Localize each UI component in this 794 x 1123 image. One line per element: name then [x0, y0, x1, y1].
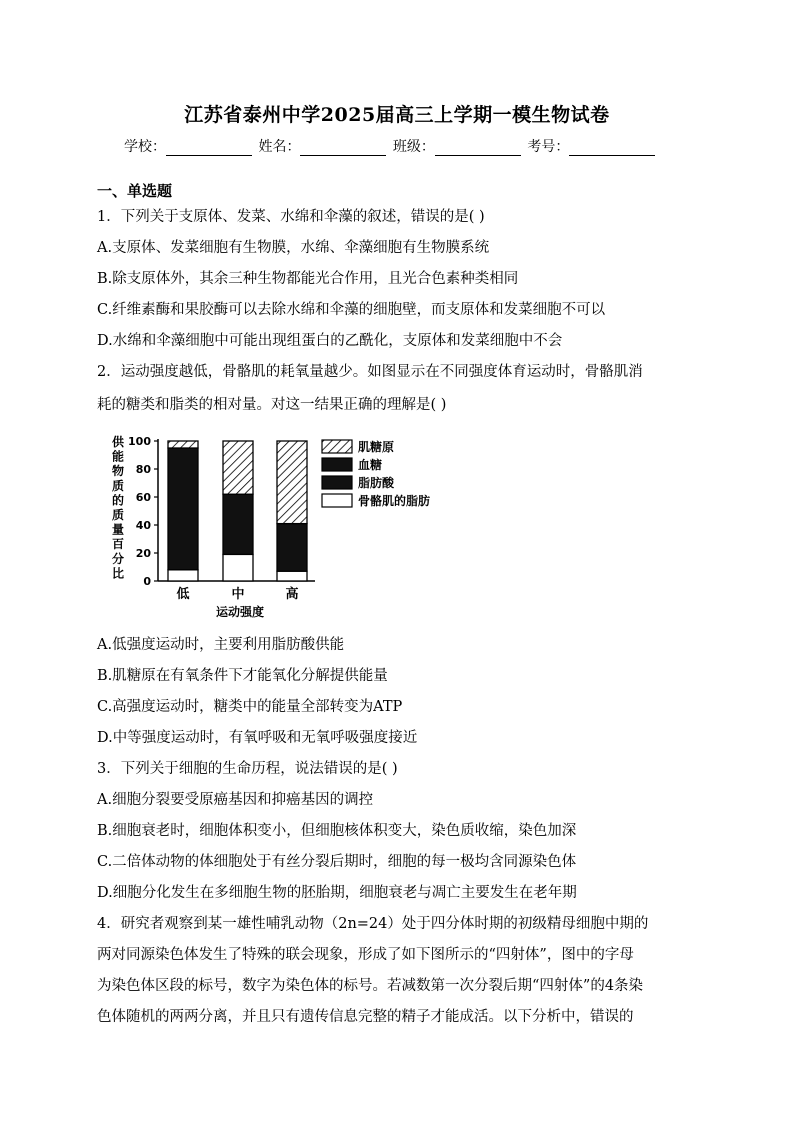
bar-segment: [277, 441, 307, 524]
bar-segment: [223, 441, 253, 494]
y-axis-label-char: 比: [111, 566, 125, 581]
question-1-option-b: B.除支原体外，其余三种生物都能光合作用，且光合色素种类相同: [97, 271, 519, 287]
y-axis-label-char: 百: [111, 537, 125, 552]
section-heading: 一、单选题: [97, 182, 173, 200]
legend-swatch: [322, 494, 352, 507]
legend-swatch: [322, 476, 352, 489]
question-2-option-d: D.中等强度运动时，有氧呼吸和无氧呼吸强度接近: [97, 730, 418, 746]
question-3-option-a: A.细胞分裂要受原癌基因和抑癌基因的调控: [97, 792, 374, 808]
y-axis-label-char: 量: [111, 522, 125, 537]
x-tick-label: 高: [285, 587, 299, 602]
question-3-option-c: C.二倍体动物的体细胞处于有丝分裂后期时，细胞的每一极均含同源染色体: [97, 854, 577, 870]
bar-segment: [223, 554, 253, 581]
bar-segment: [277, 524, 307, 572]
y-axis-label-char: 物: [111, 464, 125, 479]
bar-segment: [223, 494, 253, 554]
school-blank[interactable]: [166, 141, 252, 156]
y-tick-label: 40: [135, 519, 151, 532]
legend-swatch: [322, 440, 352, 453]
question-1-option-d: D.水绵和伞藻细胞中可能出现组蛋白的乙酰化，支原体和发菜细胞中不会: [97, 333, 563, 349]
y-axis-label-char: 质: [111, 478, 125, 493]
y-axis-label-char: 供: [111, 435, 125, 449]
x-tick-label: 低: [176, 587, 190, 602]
name-label: 姓名：: [258, 139, 301, 155]
bar-segment: [168, 448, 198, 570]
exam-number-label: 考号：: [527, 139, 570, 155]
question-2-option-a: A.低强度运动时，主要利用脂肪酸供能: [97, 637, 345, 653]
legend-label: 肌糖原: [358, 440, 395, 454]
question-4-stem-line-1: 4．研究者观察到某一雄性哺乳动物（2n=24）处于四分体时期的初级精母细胞中期的: [97, 916, 649, 932]
y-tick-label: 20: [135, 547, 151, 560]
question-2-stem-line-2: 耗的糖类和脂类的相对量。对这一结果正确的理解是( ): [97, 397, 447, 413]
y-axis-label-char: 分: [111, 551, 125, 566]
legend-label: 脂肪酸: [358, 476, 395, 490]
question-2-option-c: C.高强度运动时，糖类中的能量全部转变为ATP: [97, 699, 403, 715]
class-blank[interactable]: [435, 141, 521, 156]
student-info-line: [124, 136, 657, 156]
question-4-stem-line-3: 为染色体区段的标号，数字为染色体的标号。若减数第一次分裂后期“四射体”的4条染: [97, 978, 644, 994]
question-4-stem-line-4: 色体随机的两两分离，并且只有遗传信息完整的精子才能成活。以下分析中，错误的: [97, 1009, 634, 1025]
y-axis-label-char: 质: [111, 508, 125, 522]
question-4-stem-line-2: 两对同源染色体发生了特殊的联会现象，形成了如下图所示的“四射体”，图中的字母: [97, 947, 634, 963]
question-3-option-d: D.细胞分化发生在多细胞生物的胚胎期，细胞衰老与凋亡主要发生在老年期: [97, 885, 577, 901]
bar-segment: [168, 441, 198, 448]
legend-label: 血糖: [358, 458, 383, 472]
name-blank[interactable]: [300, 141, 386, 156]
exam-number-blank[interactable]: [569, 141, 655, 156]
question-3-stem: 3．下列关于细胞的生命历程，说法错误的是( ): [97, 761, 398, 777]
y-axis-label-char: 的: [111, 493, 125, 508]
y-tick-label: 80: [135, 463, 151, 476]
y-axis-label-char: 能: [111, 449, 125, 464]
y-tick-label: 60: [135, 491, 151, 504]
bar-segment: [277, 571, 307, 581]
school-label: 学校：: [124, 139, 166, 155]
exam-title: 江苏省泰州中学2025届高三上学期一模生物试卷: [184, 104, 610, 126]
y-tick-label: 0: [143, 575, 151, 588]
question-2-stem-line-1: 2．运动强度越低，骨骼肌的耗氧量越少。如图显示在不同强度体育运动时，骨骼肌消: [97, 364, 643, 380]
bar-segment: [168, 570, 198, 581]
legend-swatch: [322, 458, 352, 471]
y-tick-label: 100: [128, 435, 151, 448]
question-2-option-b: B.肌糖原在有氧条件下才能氧化分解提供能量: [97, 668, 388, 684]
x-tick-label: 中: [231, 587, 245, 602]
question-1-stem: 1．下列关于支原体、发菜、水绵和伞藻的叙述，错误的是( ): [97, 209, 485, 225]
class-label: 班级：: [392, 139, 435, 155]
question-3-option-b: B.细胞衰老时，细胞体积变小，但细胞核体积变大，染色质收缩，染色加深: [97, 823, 577, 839]
question-1-option-a: A.支原体、发菜细胞有生物膜，水绵、伞藻细胞有生物膜系统: [97, 240, 490, 256]
question-1-option-c: C.纤维素酶和果胶酶可以去除水绵和伞藻的细胞壁，而支原体和发菜细胞不可以: [97, 302, 606, 318]
legend-label: 骨骼肌的脂肪: [358, 494, 431, 508]
energy-source-chart: [100, 426, 480, 622]
x-axis-label: 运动强度: [215, 605, 265, 619]
